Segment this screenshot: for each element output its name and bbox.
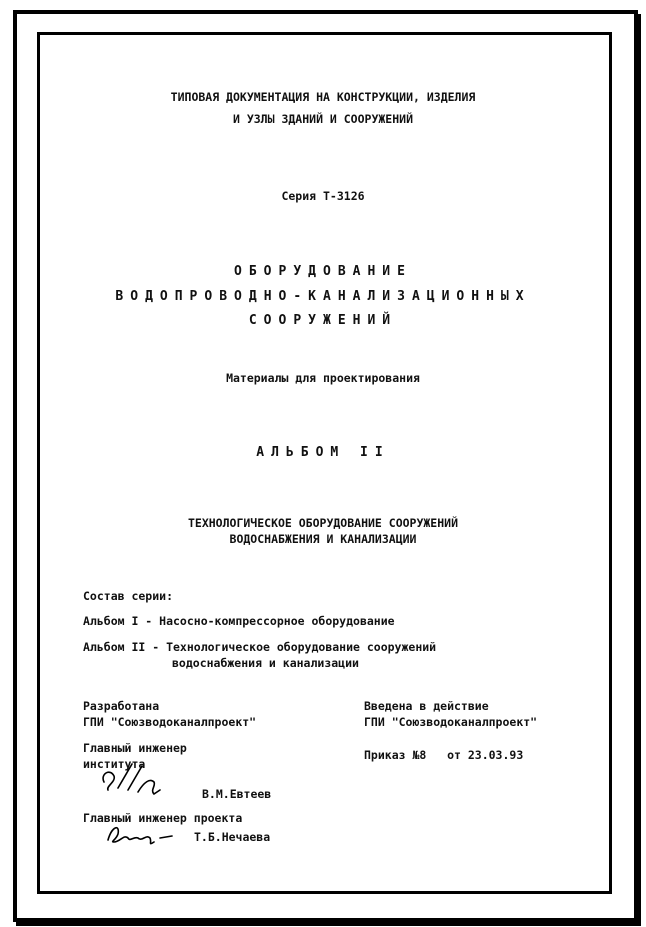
album-2-entry-cont: водоснабжения и канализации	[172, 656, 359, 670]
introduced-org: ГПИ "Союзводоканалпроект"	[364, 715, 538, 729]
album-title-line-2: ВОДОСНАБЖЕНИЯ И КАНАЛИЗАЦИИ	[229, 532, 417, 546]
header-line-2: И УЗЛЫ ЗДАНИЙ И СООРУЖЕНИЙ	[232, 112, 413, 126]
title-line-3: СООРУЖЕНИЙ	[248, 313, 398, 328]
header-line-1: ТИПОВАЯ ДОКУМЕНТАЦИЯ НА КОНСТРУКЦИИ, ИЗДЕЛИЯ	[170, 90, 476, 104]
chief-project-engineer-title: Главный инженер проекта	[83, 811, 243, 825]
album-2-entry: Альбом II - Технологическое оборудование сооружений	[83, 640, 437, 654]
subtitle: Материалы для проектирования	[226, 371, 420, 385]
chief-engineer-title: Главный инженер	[83, 741, 187, 755]
chief-project-engineer-signature	[102, 820, 186, 850]
developed-label: Разработана	[83, 699, 160, 713]
composition-heading: Состав серии:	[83, 589, 174, 603]
series-number: Серия Т-3126	[281, 189, 365, 203]
developed-org: ГПИ "Союзводоканалпроект"	[83, 715, 257, 729]
title-line-1: ОБОРУДОВАНИЕ	[234, 264, 412, 279]
chief-project-engineer-name: Т.Б.Нечаева	[194, 830, 271, 844]
chief-engineer-title-cont: института	[83, 757, 146, 771]
album-label: АЛЬБОМ II	[256, 445, 390, 460]
order-number: Приказ №8 от 23.03.93	[364, 748, 524, 762]
title-line-2: ВОДОПРОВОДНО-КАНАЛИЗАЦИОННЫХ	[115, 289, 531, 304]
chief-engineer-signature	[98, 760, 172, 802]
album-title-line-1: ТЕХНОЛОГИЧЕСКОЕ ОБОРУДОВАНИЕ СООРУЖЕНИЙ	[187, 516, 459, 530]
introduced-label: Введена в действие	[364, 699, 489, 713]
chief-engineer-name: В.М.Евтеев	[202, 787, 272, 801]
album-1-entry: Альбом I - Насосно-компрессорное оборудование	[83, 614, 395, 628]
